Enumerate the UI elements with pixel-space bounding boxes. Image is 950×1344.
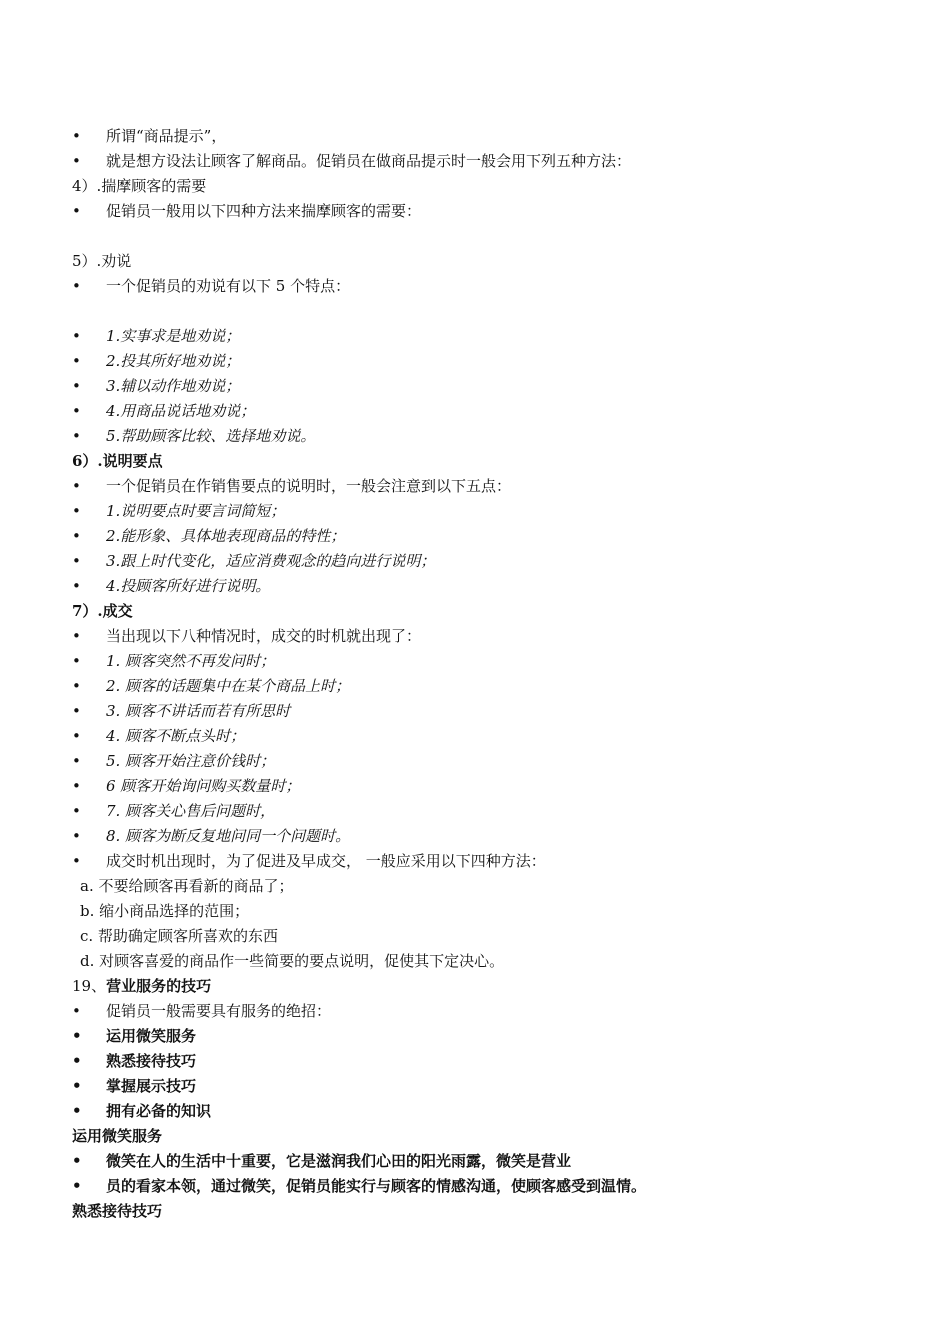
bullet-item	[72, 574, 892, 599]
bullet-icon: •	[72, 677, 81, 695]
bullet-text: 2.投其所好地劝说；	[106, 352, 241, 370]
bullet-text: 所谓“商品提示”，	[106, 127, 227, 145]
bullet-icon: •	[72, 552, 81, 570]
lettered-item: a. 不要给顾客再看新的商品了；	[80, 877, 294, 895]
bullet-text: 一个促销员在作销售要点的说明时，一般会注意到以下五点：	[106, 477, 512, 495]
bullet-text: 当出现以下八种情况时，成交的时机就出现了：	[106, 627, 422, 645]
bullet-item	[72, 749, 892, 774]
blank-line	[72, 224, 892, 249]
blank-line	[72, 299, 892, 324]
bullet-text: 一个促销员的劝说有以下 5 个特点：	[106, 277, 351, 295]
bullet-item	[72, 649, 892, 674]
bullet-icon: •	[72, 627, 81, 645]
bullet-icon: •	[72, 652, 81, 670]
bullet-text: 3.辅以动作地劝说；	[106, 377, 241, 395]
bullet-text: 3.跟上时代变化，适应消费观念的趋向进行说明；	[106, 552, 436, 570]
bullet-item	[72, 724, 892, 749]
bullet-item	[72, 824, 892, 849]
bullet-item	[72, 324, 892, 349]
bullet-text: 1. 顾客突然不再发问时；	[106, 652, 276, 670]
bullet-icon: •	[72, 427, 81, 445]
bullet-item	[72, 1099, 892, 1124]
bullet-icon: •	[72, 327, 81, 345]
bullet-item	[72, 1049, 892, 1074]
bullet-text: 2.能形象、具体地表现商品的特性；	[106, 527, 346, 545]
section-heading	[72, 974, 892, 999]
lettered-item: b. 缩小商品选择的范围；	[80, 902, 250, 920]
bullet-item	[72, 1074, 892, 1099]
bullet-text: 2. 顾客的话题集中在某个商品上时；	[106, 677, 351, 695]
bullet-text: 8. 顾客为断反复地问同一个问题时。	[106, 827, 351, 845]
bullet-item	[72, 149, 892, 174]
section-number: 19、	[72, 977, 107, 995]
bullet-icon: •	[72, 1102, 82, 1120]
bullet-icon: •	[72, 702, 81, 720]
section-heading: 运用微笑服务	[72, 1127, 163, 1145]
bullet-item	[72, 499, 892, 524]
document-body	[72, 124, 892, 1224]
bullet-item	[72, 374, 892, 399]
bullet-text: 促销员一般需要具有服务的绝招：	[106, 1002, 332, 1020]
bullet-item	[72, 999, 892, 1024]
bullet-icon: •	[72, 852, 81, 870]
bullet-item	[72, 799, 892, 824]
bullet-icon: •	[72, 127, 81, 145]
bullet-icon: •	[72, 1152, 82, 1170]
bullet-icon: •	[72, 402, 81, 420]
bullet-text: 5.帮助顾客比较、选择地劝说。	[106, 427, 316, 445]
bullet-text: 4.用商品说话地劝说；	[106, 402, 256, 420]
lettered-item: d. 对顾客喜爱的商品作一些简要的要点说明，促使其下定决心。	[80, 952, 505, 970]
bullet-text: 5. 顾客开始注意价钱时；	[106, 752, 276, 770]
bullet-item	[72, 424, 892, 449]
bullet-icon: •	[72, 577, 81, 595]
bullet-icon: •	[72, 1052, 82, 1070]
bullet-icon: •	[72, 477, 81, 495]
section-heading: 7）.成交	[72, 602, 133, 620]
bullet-text: 促销员一般用以下四种方法来揣摩顾客的需要：	[106, 202, 422, 220]
bullet-item	[72, 199, 892, 224]
bullet-text: 员的看家本领，通过微笑，促销员能实行与顾客的情感沟通，使顾客感受到温情。	[106, 1177, 647, 1195]
bullet-text: 就是想方设法让顾客了解商品。促销员在做商品提示时一般会用下列五种方法：	[106, 152, 632, 170]
bullet-text: 成交时机出现时，为了促进及早成交， 一般应采用以下四种方法：	[106, 852, 546, 870]
bullet-icon: •	[72, 777, 81, 795]
bullet-icon: •	[72, 1177, 82, 1195]
bullet-icon: •	[72, 502, 81, 520]
bullet-icon: •	[72, 802, 81, 820]
bullet-icon: •	[72, 352, 81, 370]
bullet-item	[72, 699, 892, 724]
section-heading: 熟悉接待技巧	[72, 1202, 163, 1220]
bullet-item	[72, 274, 892, 299]
bullet-text: 6 顾客开始询问购买数量时；	[106, 777, 301, 795]
bullet-item	[72, 349, 892, 374]
bullet-icon: •	[72, 752, 81, 770]
bullet-text: 掌握展示技巧	[106, 1077, 197, 1095]
bullet-text: 7. 顾客关心售后问题时，	[106, 802, 276, 820]
bullet-item	[72, 674, 892, 699]
bullet-item	[72, 399, 892, 424]
paragraph-line: 5）.劝说	[72, 252, 132, 270]
bullet-item	[72, 124, 892, 149]
bullet-icon: •	[72, 527, 81, 545]
bullet-icon: •	[72, 727, 81, 745]
bullet-icon: •	[72, 202, 81, 220]
bullet-item	[72, 1024, 892, 1049]
bullet-icon: •	[72, 152, 81, 170]
bullet-item	[72, 1174, 892, 1199]
bullet-text: 微笑在人的生活中十重要，它是滋润我们心田的阳光雨露，微笑是营业	[106, 1152, 572, 1170]
bullet-text: 熟悉接待技巧	[106, 1052, 197, 1070]
bullet-icon: •	[72, 827, 81, 845]
bullet-item	[72, 774, 892, 799]
lettered-item: c. 帮助确定顾客所喜欢的东西	[80, 927, 278, 945]
section-title: 营业服务的技巧	[106, 977, 212, 995]
bullet-icon: •	[72, 1077, 82, 1095]
section-heading: 6）.说明要点	[72, 452, 163, 470]
bullet-text: 1.实事求是地劝说；	[106, 327, 241, 345]
bullet-item	[72, 524, 892, 549]
bullet-text: 拥有必备的知识	[106, 1102, 212, 1120]
bullet-text: 运用微笑服务	[106, 1027, 197, 1045]
bullet-text: 3. 顾客不讲话而若有所思时	[106, 702, 291, 720]
bullet-item	[72, 1149, 892, 1174]
bullet-icon: •	[72, 1002, 81, 1020]
bullet-item	[72, 849, 892, 874]
bullet-icon: •	[72, 377, 81, 395]
bullet-text: 4. 顾客不断点头时；	[106, 727, 246, 745]
bullet-item	[72, 474, 892, 499]
bullet-text: 4.投顾客所好进行说明。	[106, 577, 271, 595]
bullet-icon: •	[72, 1027, 82, 1045]
paragraph-line: 4）.揣摩顾客的需要	[72, 177, 207, 195]
bullet-text: 1.说明要点时要言词简短；	[106, 502, 286, 520]
bullet-item	[72, 549, 892, 574]
bullet-item	[72, 624, 892, 649]
bullet-icon: •	[72, 277, 81, 295]
